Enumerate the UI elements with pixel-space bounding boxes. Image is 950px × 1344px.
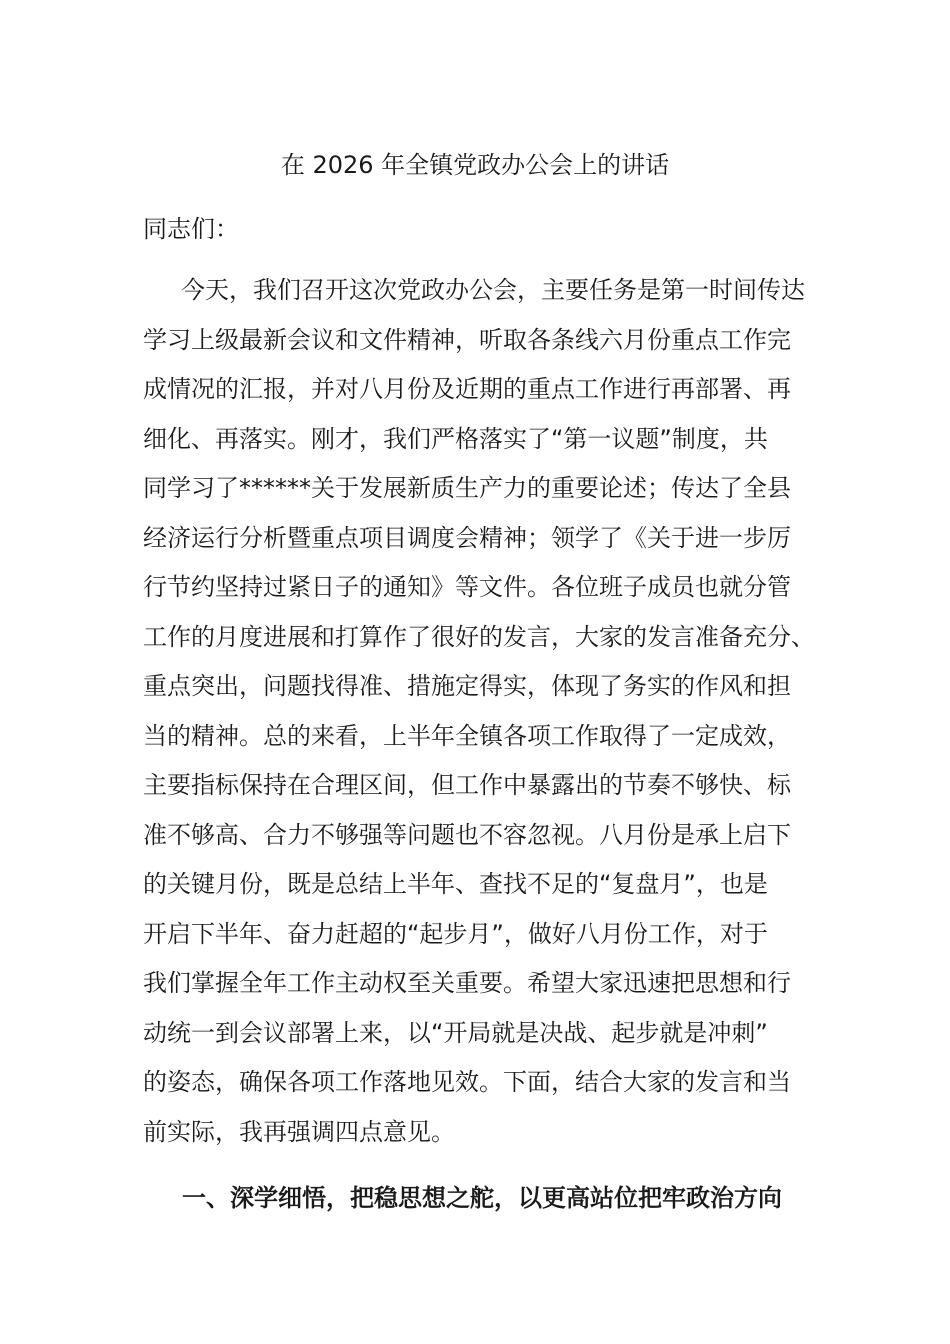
paragraph-line: 同学习了******关于发展新质生产力的重要论述；传达了全县 xyxy=(143,474,791,502)
paragraph-line: 重点突出，问题找得准、措施定得实，体现了务实的作风和担 xyxy=(143,672,791,700)
paragraph-line: 工作的月度进展和打算作了很好的发言，大家的发言准备充分、 xyxy=(143,622,815,651)
paragraph-line: 动统一到会议部署上来，以“开局就是决战、起步就是冲刺” xyxy=(143,1018,768,1047)
paragraph-line: 学习上级最新会议和文件精神，听取各条线六月份重点工作完 xyxy=(143,325,791,354)
paragraph-line: 主要指标保持在合理区间，但工作中暴露出的节奏不够快、标 xyxy=(143,771,791,799)
paragraph-line: 今天，我们召开这次党政办公会，主要任务是第一时间传达 xyxy=(181,276,805,304)
section-heading: 一、深学细悟，把稳思想之舵，以更高站位把牢政治方向 xyxy=(182,1184,782,1212)
paragraph-line: 经济运行分析暨重点项目调度会精神；领学了《关于进一步厉 xyxy=(143,523,791,552)
body-paragraph xyxy=(143,270,843,1161)
paragraph-line: 成情况的汇报，并对八月份及近期的重点工作进行再部署、再 xyxy=(143,375,791,403)
paragraph-line: 的关键月份，既是总结上半年、查找不足的“复盘月”，也是 xyxy=(143,870,768,898)
paragraph-line: 我们掌握全年工作主动权至关重要。希望大家迅速把思想和行 xyxy=(143,969,791,997)
paragraph-line: 开启下半年、奋力赶超的“起步月”，做好八月份工作，对于 xyxy=(143,919,768,948)
paragraph-line: 的姿态，确保各项工作落地见效。下面，结合大家的发言和当 xyxy=(143,1068,791,1096)
salutation: 同志们： xyxy=(143,215,239,243)
paragraph-line: 行节约坚持过紧日子的通知》等文件。各位班子成员也就分管 xyxy=(143,573,791,601)
paragraph-line: 前实际，我再强调四点意见。 xyxy=(143,1117,455,1146)
paragraph-line: 准不够高、合力不够强等问题也不容忽视。八月份是承上启下 xyxy=(143,820,791,849)
paragraph-line: 细化、再落实。刚才，我们严格落实了“第一议题”制度，共 xyxy=(143,424,768,453)
document-title: 在 2026 年全镇党政办公会上的讲话 xyxy=(280,151,670,179)
paragraph-line: 当的精神。总的来看，上半年全镇各项工作取得了一定成效， xyxy=(143,721,791,750)
